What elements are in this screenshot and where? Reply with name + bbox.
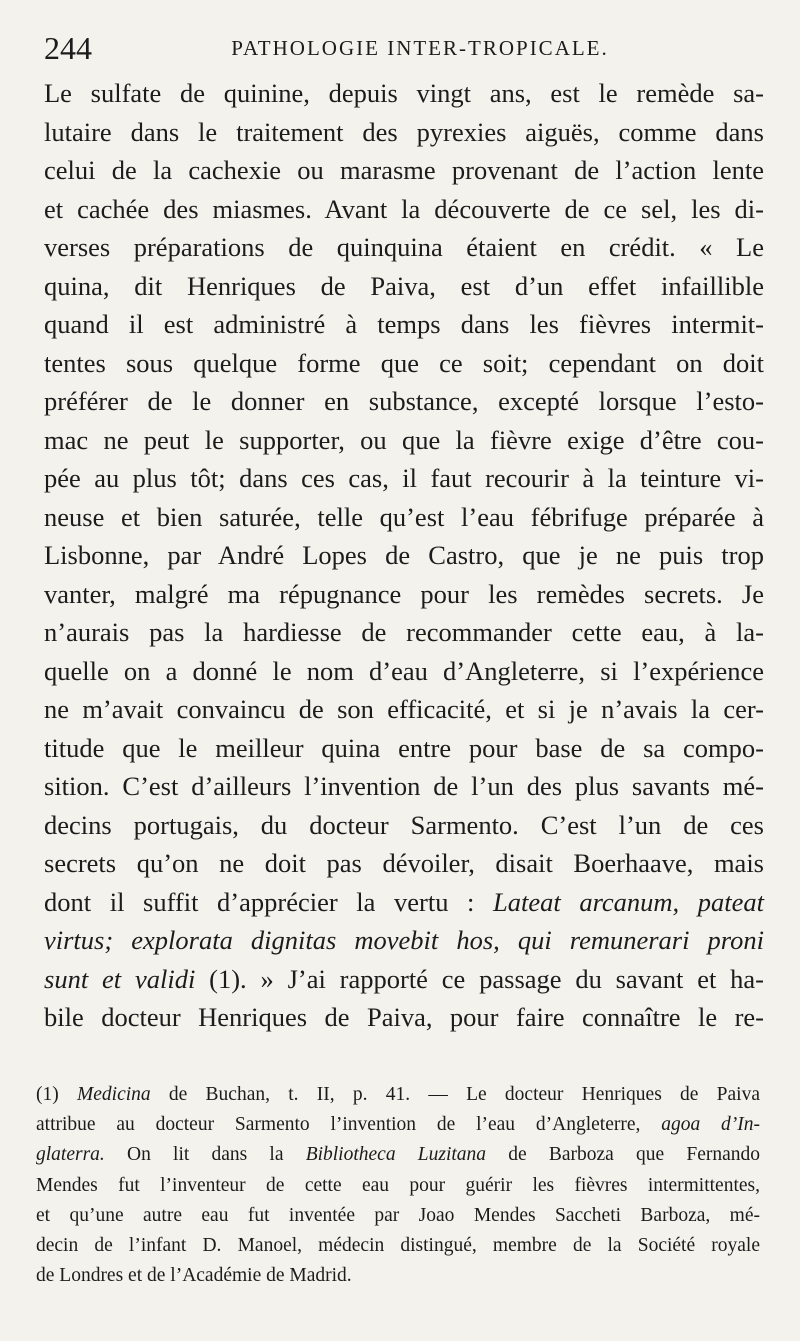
text-line-latin-1 xyxy=(44,883,764,922)
page-header xyxy=(44,28,756,68)
text-line: vanter, malgré ma répugnance pour les remèdes secrets. Je xyxy=(44,578,764,609)
text-line: n’aurais pas la hardiesse de recommander cette eau, à la- xyxy=(44,617,764,647)
text-line: bile docteur Henriques de Paiva, pour faire connaître le re- xyxy=(44,1002,764,1032)
text-line: ne m’avait convaincu de son efficacité, et si je n’avais la cer- xyxy=(44,694,764,724)
footnote-line xyxy=(36,1080,760,1110)
text-line: préférer de le donner en substance, excepté lorsque l’esto- xyxy=(44,386,764,416)
text-line: verses préparations de quinquina étaient en crédit. « Le xyxy=(44,232,764,262)
text-line: celui de la cachexie ou marasme provenant de l’action lente xyxy=(44,155,764,185)
footnote-text: de Buchan, t. II, p. 41. — Le docteur Henriques de Paiva xyxy=(168,1084,760,1105)
footnote-title: Medicina xyxy=(77,1084,151,1105)
footnote xyxy=(36,1080,760,1291)
page-number: 244 xyxy=(44,30,92,66)
text-line: sition. C’est d’ailleurs l’invention de l’un des plus savants mé- xyxy=(44,771,764,801)
footnote-italic: glaterra. xyxy=(36,1144,105,1166)
text-line: Lisbonne, par André Lopes de Castro, que je ne puis trop xyxy=(44,540,764,570)
text-line: quand il est administré à temps dans les fièvres intermit- xyxy=(44,309,764,339)
text-line: et cachée des miasmes. Avant la découverte de ce sel, les di- xyxy=(44,193,764,224)
text-line: Le sulfate de quinine, depuis vingt ans, est le remède sa- xyxy=(44,78,764,108)
footnote-line xyxy=(36,1110,760,1140)
latin-quote: sunt et validi xyxy=(44,963,196,994)
footnote-text: de Barboza que Fernando xyxy=(508,1144,761,1166)
text-line-latin-3 xyxy=(44,960,764,999)
latin-suffix: (1). » J’ai rapporté ce passage du savant et ha- xyxy=(209,963,764,994)
footnote-line: Mendes fut l’inventeur de cette eau pour guérir les fièvres intermittentes, xyxy=(36,1174,760,1196)
text-line: mac ne peut le supporter, ou que la fièvre exige d’être cou- xyxy=(44,424,764,455)
text-line: secrets qu’on ne doit pas dévoiler, disait Boerhaave, mais xyxy=(44,848,764,878)
footnote-line: et qu’une autre eau fut inventée par Joao Mendes Saccheti Barboza, mé- xyxy=(36,1204,760,1226)
footnote-line xyxy=(36,1140,760,1170)
footnote-text: On lit dans la xyxy=(127,1144,284,1166)
text-line: quina, dit Henriques de Paiva, est d’un effet infaillible xyxy=(44,270,764,301)
text-line: tentes sous quelque forme que ce soit; cependant on doit xyxy=(44,347,764,378)
text-line: pée au plus tôt; dans ces cas, il faut recourir à la teinture vi- xyxy=(44,463,764,493)
body-text xyxy=(44,74,764,1037)
text-line: lutaire dans le traitement des pyrexies aiguës, comme dans xyxy=(44,116,764,147)
footnote-text: attribue au docteur Sarmento l’invention de l’eau d’Angleterre, xyxy=(36,1114,641,1136)
footnote-line: decin de l’infant D. Manoel, médecin distingué, membre de la Société royale xyxy=(36,1234,760,1256)
latin-quote: Lateat arcanum, pateat xyxy=(493,886,764,917)
running-title: PATHOLOGIE INTER-TROPICALE. xyxy=(231,36,609,60)
latin-quote: virtus; explorata dignitas movebit hos, qui remunerari proni xyxy=(44,925,764,955)
text-line: decins portugais, du docteur Sarmento. C’est l’un de ces xyxy=(44,809,764,840)
footnote-italic: Bibliotheca Luzitana xyxy=(305,1144,487,1166)
footnote-marker: (1) xyxy=(36,1084,59,1105)
latin-prefix: dont il suffit d’apprécier la vertu : xyxy=(44,886,475,917)
text-line: neuse et bien saturée, telle qu’est l’eau fébrifuge préparée à xyxy=(44,501,764,532)
footnote-line: de Londres et de l’Académie de Madrid. xyxy=(36,1265,352,1287)
text-line: quelle on a donné le nom d’eau d’Angleterre, si l’expérience xyxy=(44,655,764,686)
text-line: titude que le meilleur quina entre pour base de sa compo- xyxy=(44,732,764,763)
text-line-latin-2 xyxy=(44,921,764,960)
footnote-italic: agoa d’In- xyxy=(661,1114,761,1136)
